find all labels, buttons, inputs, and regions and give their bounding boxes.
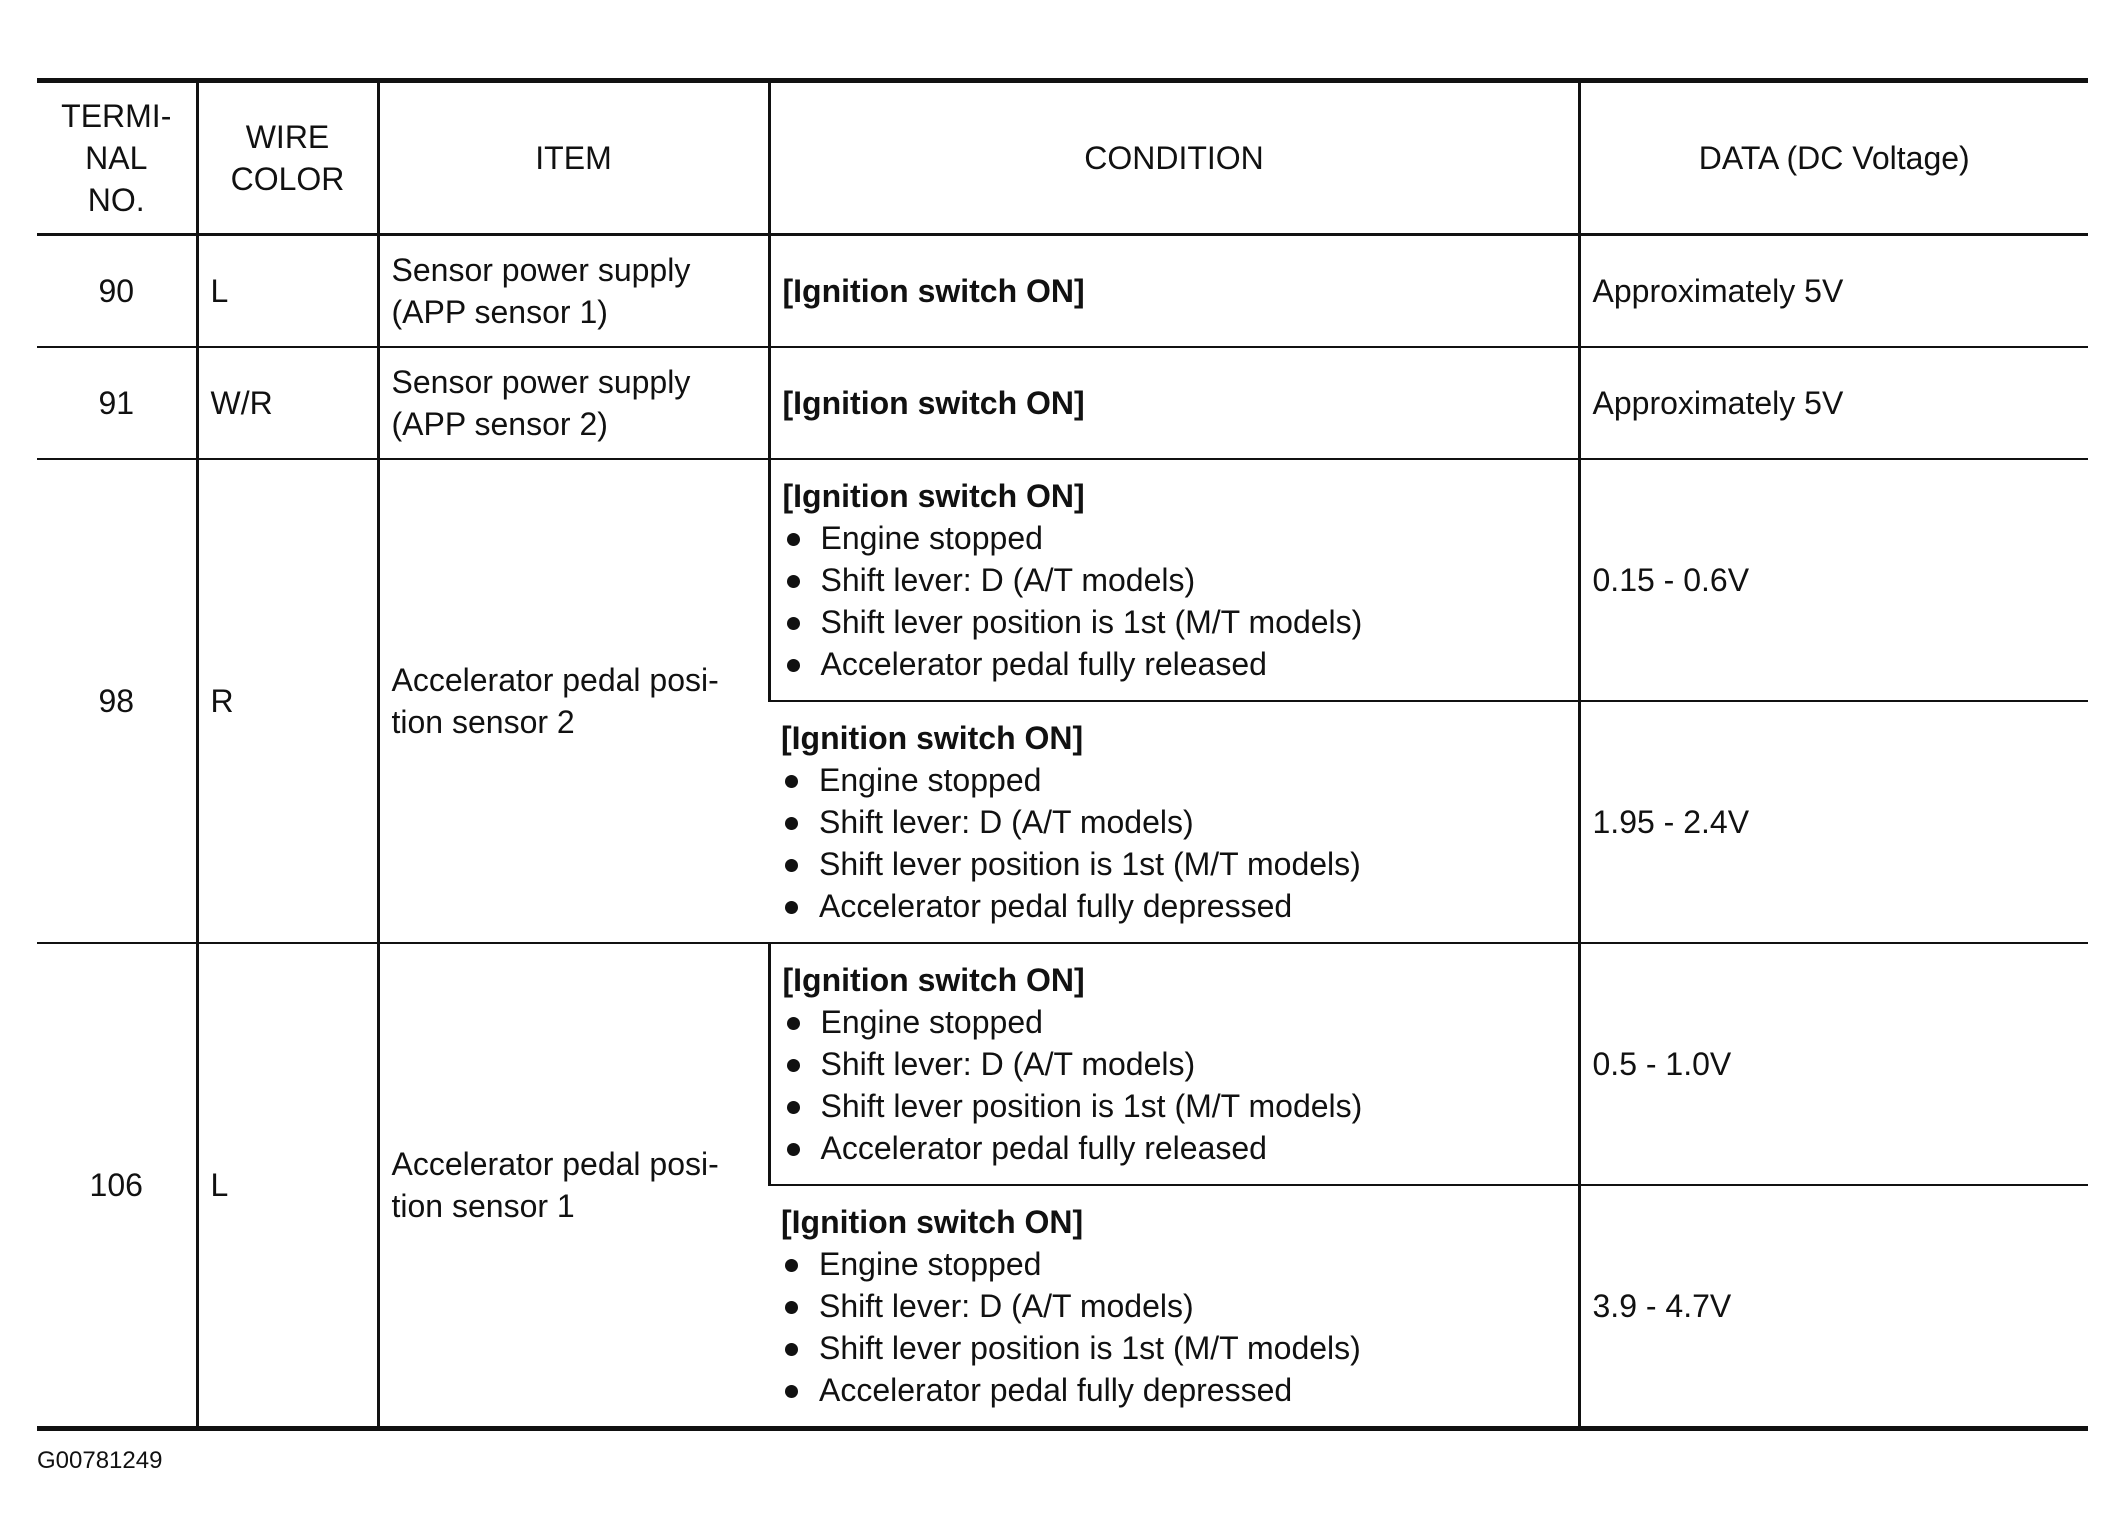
- condition-cell: [769, 347, 1579, 459]
- list-item: Shift lever position is 1st (M/T models): [781, 843, 1566, 885]
- list-item: Shift lever position is 1st (M/T models): [781, 1327, 1566, 1369]
- list-item: Engine stopped: [781, 1243, 1566, 1285]
- wire-color: L: [197, 943, 378, 1429]
- data-voltage: 0.15 - 0.6V: [1579, 459, 2088, 701]
- condition-bullets: [783, 517, 1566, 685]
- list-item: Shift lever: D (A/T models): [783, 559, 1566, 601]
- data-voltage: 0.5 - 1.0V: [1579, 943, 2088, 1185]
- list-item: Engine stopped: [783, 517, 1566, 559]
- figure-code: G00781249: [37, 1447, 163, 1474]
- list-item: Accelerator pedal fully depressed: [781, 1369, 1566, 1411]
- terminal-data-table: [37, 78, 2088, 1431]
- list-item: Accelerator pedal fully released: [783, 643, 1566, 685]
- table-row: [37, 459, 2088, 701]
- data-voltage: 1.95 - 2.4V: [1579, 701, 2088, 943]
- data-voltage: 3.9 - 4.7V: [1579, 1185, 2088, 1429]
- list-item: Engine stopped: [781, 759, 1566, 801]
- condition-bullets: [781, 759, 1566, 927]
- condition-header: [Ignition switch ON]: [781, 720, 1084, 756]
- wire-color: W/R: [197, 347, 378, 459]
- list-item: Engine stopped: [783, 1001, 1566, 1043]
- wire-color: R: [197, 459, 378, 943]
- list-item: Shift lever: D (A/T models): [783, 1043, 1566, 1085]
- list-item: Shift lever position is 1st (M/T models): [783, 1085, 1566, 1127]
- list-item: Accelerator pedal fully released: [783, 1127, 1566, 1169]
- condition-cell: [769, 235, 1579, 348]
- item-description: Accelerator pedal posi- tion sensor 2: [378, 459, 769, 943]
- condition-cell: [769, 943, 1579, 1185]
- header-condition: CONDITION: [769, 81, 1579, 235]
- table-row: [37, 943, 2088, 1185]
- terminal-no: 98: [37, 459, 197, 943]
- terminal-no: 90: [37, 235, 197, 348]
- header-data: DATA (DC Voltage): [1579, 81, 2088, 235]
- condition-cell: [769, 459, 1579, 701]
- condition-bullets: [783, 1001, 1566, 1169]
- header-item: ITEM: [378, 81, 769, 235]
- list-item: Shift lever position is 1st (M/T models): [783, 601, 1566, 643]
- data-voltage: Approximately 5V: [1579, 235, 2088, 348]
- header-wire-color: WIRE COLOR: [197, 81, 378, 235]
- condition-header: [Ignition switch ON]: [782, 273, 1085, 309]
- list-item: Shift lever: D (A/T models): [781, 801, 1566, 843]
- item-description: Sensor power supply (APP sensor 2): [378, 347, 769, 459]
- condition-header: [Ignition switch ON]: [782, 385, 1085, 421]
- condition-cell: [769, 1185, 1579, 1429]
- list-item: Shift lever: D (A/T models): [781, 1285, 1566, 1327]
- condition-bullets: [781, 1243, 1566, 1411]
- item-description: Sensor power supply (APP sensor 1): [378, 235, 769, 348]
- terminal-no: 91: [37, 347, 197, 459]
- header-terminal-no: TERMI- NAL NO.: [37, 81, 197, 235]
- wire-color: L: [197, 235, 378, 348]
- terminal-no: 106: [37, 943, 197, 1429]
- item-description: Accelerator pedal posi- tion sensor 1: [378, 943, 769, 1429]
- table-row: [37, 235, 2088, 348]
- condition-cell: [769, 701, 1579, 943]
- condition-header: [Ignition switch ON]: [781, 1204, 1084, 1240]
- list-item: Accelerator pedal fully depressed: [781, 885, 1566, 927]
- header-row: [37, 81, 2088, 235]
- data-voltage: Approximately 5V: [1579, 347, 2088, 459]
- condition-header: [Ignition switch ON]: [782, 478, 1085, 514]
- condition-header: [Ignition switch ON]: [782, 962, 1085, 998]
- table-row: [37, 347, 2088, 459]
